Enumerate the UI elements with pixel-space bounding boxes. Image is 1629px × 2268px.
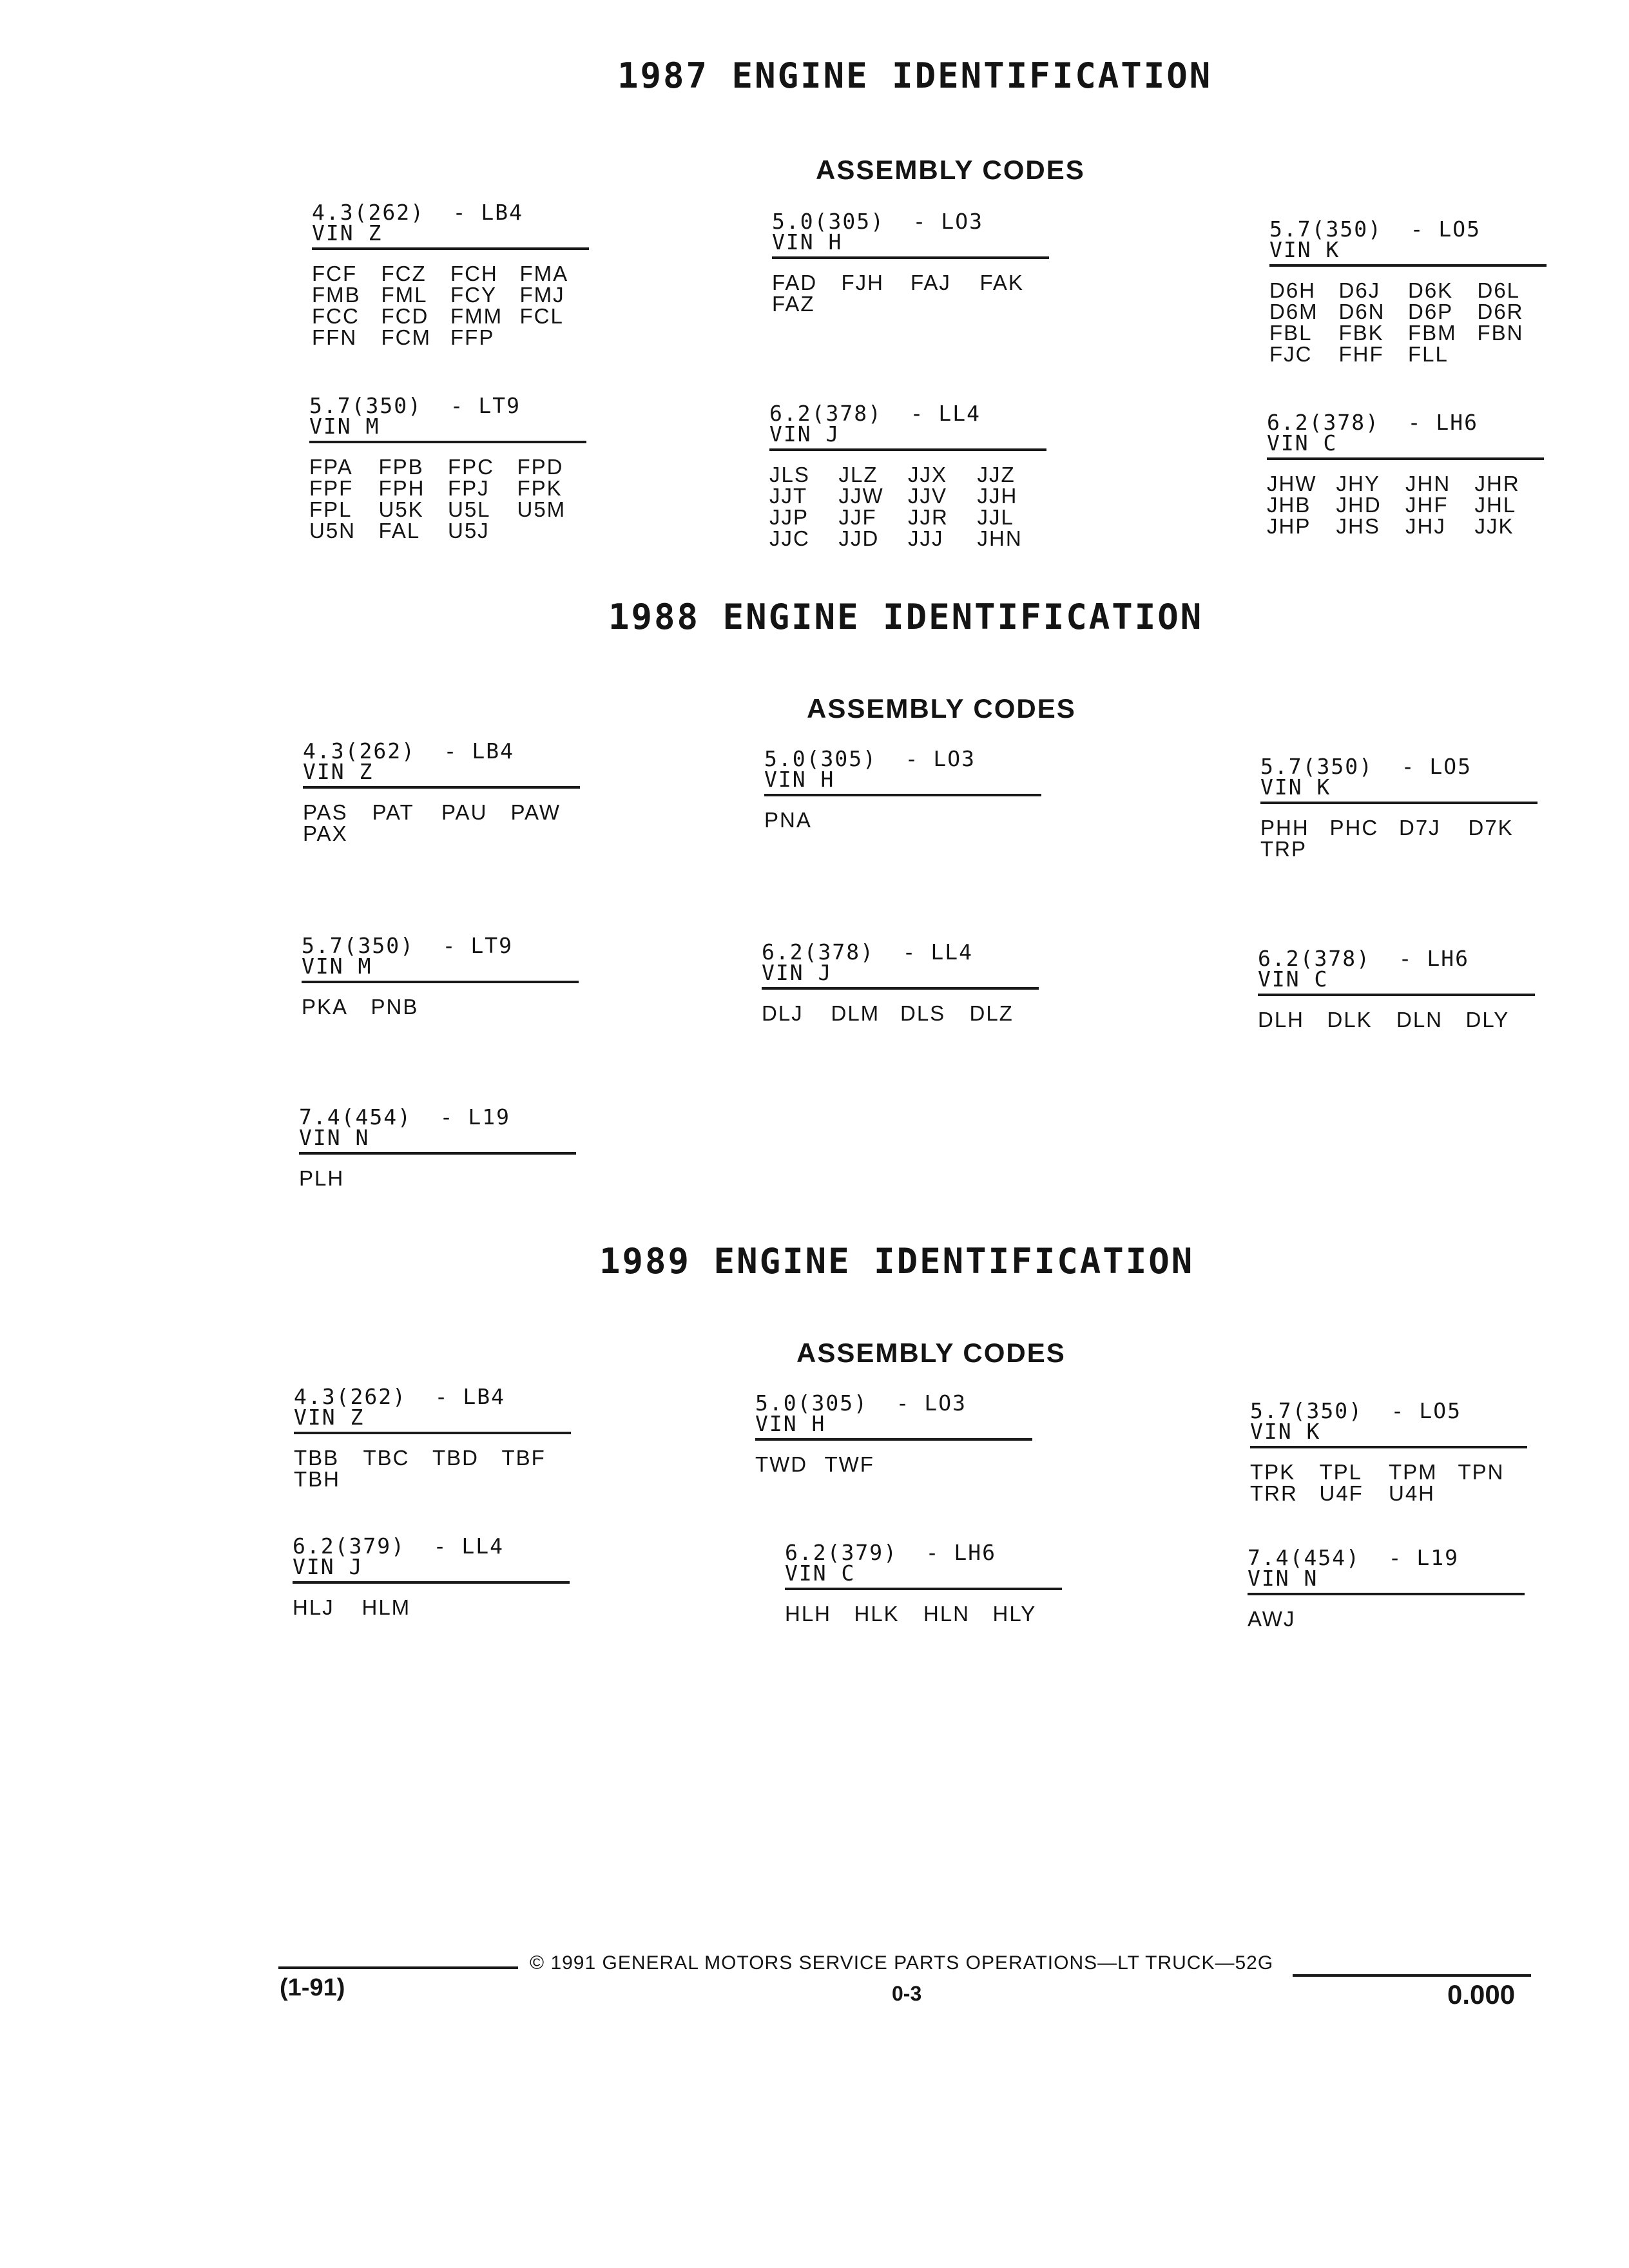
assembly-code: AWJ xyxy=(1248,1607,1296,1631)
engine-block-1987-lh6 xyxy=(1267,412,1544,537)
footer-rule-left xyxy=(278,1966,518,1969)
assembly-code: JHB xyxy=(1267,493,1311,517)
assembly-code: FBN xyxy=(1477,321,1524,345)
assembly-codes-heading-1987: ASSEMBLY CODES xyxy=(816,155,1085,185)
assembly-code: FPF xyxy=(309,476,354,500)
engine-block-1988-ll4 xyxy=(762,939,1039,1025)
assembly-codes-heading-1988: ASSEMBLY CODES xyxy=(807,693,1076,724)
engine-label: 5.0(305) - LO3 xyxy=(755,1390,967,1416)
assembly-code-list xyxy=(785,1603,1062,1624)
assembly-code: JLS xyxy=(769,463,810,486)
assembly-code: DLH xyxy=(1258,1008,1305,1032)
engine-block-1987-lb4 xyxy=(312,202,589,348)
engine-label: 6.2(379) - LL4 xyxy=(293,1533,505,1559)
assembly-code: PKA xyxy=(302,995,349,1019)
assembly-code: FAJ xyxy=(911,271,951,294)
assembly-code: JHP xyxy=(1267,514,1311,538)
assembly-code: D6K xyxy=(1408,278,1454,302)
vin-label: VIN Z xyxy=(303,762,580,789)
vin-label: VIN Z xyxy=(294,1407,571,1434)
engine-block-1989-l19 xyxy=(1248,1545,1525,1631)
engine-block-1989-lh6 xyxy=(785,1542,1062,1624)
assembly-code: PAX xyxy=(303,822,348,845)
assembly-code: DLY xyxy=(1465,1008,1510,1032)
vin-label: VIN J xyxy=(762,963,1039,990)
engine-block-1987-ll4 xyxy=(769,403,1046,549)
vin-label: VIN M xyxy=(302,956,579,983)
engine-label: 6.2(379) - LH6 xyxy=(785,1540,997,1565)
assembly-code: FPL xyxy=(309,497,352,521)
vin-label: VIN H xyxy=(764,769,1041,796)
assembly-code-list xyxy=(1269,280,1547,365)
assembly-code: JHF xyxy=(1405,493,1449,517)
assembly-code: JLZ xyxy=(838,463,878,486)
assembly-code: TPN xyxy=(1458,1460,1505,1484)
engine-label: 4.3(262) - LB4 xyxy=(312,200,524,225)
assembly-code: U5M xyxy=(517,497,566,521)
assembly-code: FMJ xyxy=(519,283,565,307)
assembly-code-list xyxy=(312,263,589,348)
vin-label: VIN Z xyxy=(312,223,589,250)
engine-label: 4.3(262) - LB4 xyxy=(303,738,515,764)
assembly-code: JJJ xyxy=(908,526,944,550)
assembly-code: FCZ xyxy=(381,262,427,285)
assembly-code: JJT xyxy=(769,484,808,508)
assembly-code: FPD xyxy=(517,455,564,479)
assembly-code: JHN xyxy=(977,526,1023,550)
engine-label: 6.2(378) - LL4 xyxy=(762,939,974,965)
assembly-code: DLK xyxy=(1327,1008,1373,1032)
assembly-code: TBH xyxy=(294,1467,340,1491)
assembly-code: JJP xyxy=(769,505,809,529)
assembly-code: U4F xyxy=(1319,1481,1364,1505)
vin-label: VIN J xyxy=(293,1557,570,1584)
assembly-code: U5N xyxy=(309,519,356,543)
assembly-code: JHL xyxy=(1474,493,1517,517)
assembly-code: FMB xyxy=(312,283,361,307)
footer-rule-right xyxy=(1293,1974,1531,1977)
assembly-code-list xyxy=(1267,473,1544,537)
assembly-code: D7J xyxy=(1399,816,1441,840)
vin-label: VIN H xyxy=(772,232,1049,259)
assembly-code: D6P xyxy=(1408,300,1454,323)
vin-label: VIN C xyxy=(1267,433,1544,460)
engine-block-1989-lo3 xyxy=(755,1390,1032,1476)
assembly-code: D7K xyxy=(1468,816,1514,840)
engine-label: 5.7(350) - LT9 xyxy=(302,933,514,958)
vin-label: VIN N xyxy=(1248,1568,1525,1595)
assembly-code: JJL xyxy=(977,505,1014,529)
assembly-code: JHS xyxy=(1336,514,1380,538)
engine-block-1988-lb4 xyxy=(303,738,580,845)
engine-block-1987-lo5 xyxy=(1269,216,1547,366)
assembly-code: TPK xyxy=(1250,1460,1296,1484)
assembly-code: TBF xyxy=(501,1446,546,1470)
assembly-code: FJH xyxy=(841,271,884,294)
assembly-code: JHY xyxy=(1336,472,1380,495)
assembly-code: HLY xyxy=(992,1602,1037,1626)
assembly-code: FAL xyxy=(378,519,421,543)
engine-label: 5.0(305) - LO3 xyxy=(772,209,984,234)
engine-block-1987-lo3 xyxy=(772,211,1049,314)
assembly-code: JJH xyxy=(977,484,1018,508)
engine-label: 5.7(350) - LO5 xyxy=(1250,1398,1462,1423)
assembly-code: DLZ xyxy=(969,1001,1014,1025)
assembly-code: FPK xyxy=(517,476,563,500)
assembly-code-list xyxy=(769,464,1046,549)
assembly-code: D6N xyxy=(1338,300,1385,323)
assembly-code: FBK xyxy=(1338,321,1384,345)
assembly-code: FCL xyxy=(519,304,564,328)
vin-label: VIN H xyxy=(755,1414,1032,1441)
assembly-code: PNA xyxy=(764,808,812,832)
assembly-code-list xyxy=(309,456,586,541)
assembly-code: HLH xyxy=(785,1602,832,1626)
assembly-code: D6L xyxy=(1477,278,1521,302)
engine-block-1989-lo5 xyxy=(1250,1398,1527,1505)
footer-revision: (1-91) xyxy=(280,1974,345,2001)
assembly-code: TPM xyxy=(1389,1460,1438,1484)
assembly-code: FPA xyxy=(309,455,353,479)
assembly-code: HLM xyxy=(361,1595,411,1619)
engine-block-1988-lh6 xyxy=(1258,948,1535,1030)
assembly-code: TPL xyxy=(1319,1460,1363,1484)
assembly-code-list xyxy=(1260,817,1537,860)
assembly-code-list xyxy=(772,272,1049,314)
assembly-code: JHW xyxy=(1267,472,1317,495)
engine-block-1988-lo3 xyxy=(764,746,1041,832)
assembly-code: FCD xyxy=(381,304,429,328)
vin-label: VIN N xyxy=(299,1128,576,1155)
engine-block-1988-lt9 xyxy=(302,933,579,1019)
assembly-code: TWF xyxy=(824,1452,874,1476)
assembly-code: PAT xyxy=(372,800,414,824)
assembly-code: JHJ xyxy=(1405,514,1446,538)
assembly-code: PNB xyxy=(371,995,419,1019)
engine-label: 5.7(350) - LO5 xyxy=(1260,754,1472,779)
assembly-code: U5J xyxy=(448,519,490,543)
vin-label: VIN K xyxy=(1250,1421,1527,1448)
assembly-code: FAD xyxy=(772,271,818,294)
engine-label: 5.0(305) - LO3 xyxy=(764,746,976,771)
assembly-code: TBB xyxy=(294,1446,340,1470)
assembly-code: JJC xyxy=(769,526,810,550)
assembly-code: D6M xyxy=(1269,300,1318,323)
assembly-code: D6H xyxy=(1269,278,1316,302)
assembly-code: JJR xyxy=(908,505,949,529)
engine-block-1988-lo5 xyxy=(1260,756,1537,860)
engine-label: 6.2(378) - LL4 xyxy=(769,401,981,426)
assembly-code: DLM xyxy=(831,1001,880,1025)
assembly-code: FBL xyxy=(1269,321,1313,345)
footer-page-number: 0-3 xyxy=(892,1982,922,2005)
assembly-code: JJW xyxy=(838,484,884,508)
footer-copyright: © 1991 GENERAL MOTORS SERVICE PARTS OPERATIONS—LT TRUCK—52G xyxy=(530,1952,1274,1974)
assembly-code: D6J xyxy=(1338,278,1381,302)
assembly-code: FFP xyxy=(450,325,495,349)
assembly-code: JHR xyxy=(1474,472,1520,495)
assembly-code: DLN xyxy=(1396,1008,1443,1032)
assembly-code: JJX xyxy=(908,463,948,486)
engine-block-1989-ll4 xyxy=(293,1533,570,1619)
assembly-code: FCY xyxy=(450,283,497,307)
assembly-code-list xyxy=(294,1447,571,1490)
assembly-code: DLJ xyxy=(762,1001,804,1025)
assembly-code: HLN xyxy=(923,1602,970,1626)
assembly-code: PAS xyxy=(303,800,348,824)
section-title-1987: 1987 ENGINE IDENTIFICATION xyxy=(617,55,1213,96)
assembly-code: DLS xyxy=(900,1001,946,1025)
assembly-code: FMM xyxy=(450,304,503,328)
assembly-code: FLL xyxy=(1408,342,1449,366)
engine-block-1988-l19 xyxy=(299,1104,576,1190)
assembly-code: JJF xyxy=(838,505,877,529)
assembly-code: FFN xyxy=(312,325,358,349)
assembly-code: FAZ xyxy=(772,292,815,316)
assembly-code: FCF xyxy=(312,262,358,285)
assembly-code: D6R xyxy=(1477,300,1524,323)
assembly-code: FPJ xyxy=(448,476,490,500)
engine-block-1987-lt9 xyxy=(309,393,586,543)
assembly-code-list xyxy=(1248,1608,1525,1629)
engine-label: 7.4(454) - L19 xyxy=(1248,1545,1460,1570)
assembly-code-list xyxy=(303,802,580,844)
assembly-code: U5L xyxy=(448,497,491,521)
assembly-code-list xyxy=(762,1003,1039,1024)
engine-label: 4.3(262) - LB4 xyxy=(294,1384,506,1409)
assembly-code: FCH xyxy=(450,262,498,285)
engine-label: 5.7(350) - LO5 xyxy=(1269,216,1481,242)
assembly-code-list xyxy=(302,996,579,1017)
assembly-code: FCC xyxy=(312,304,360,328)
assembly-code: TBC xyxy=(363,1446,410,1470)
vin-label: VIN M xyxy=(309,416,586,443)
assembly-code: JJZ xyxy=(977,463,1016,486)
assembly-code: FML xyxy=(381,283,428,307)
assembly-code-list xyxy=(299,1168,576,1189)
assembly-code-list xyxy=(293,1597,570,1618)
assembly-code: FPH xyxy=(378,476,425,500)
assembly-code: JHN xyxy=(1405,472,1451,495)
assembly-code: U5K xyxy=(378,497,424,521)
assembly-codes-heading-1989: ASSEMBLY CODES xyxy=(796,1338,1066,1368)
vin-label: VIN C xyxy=(785,1563,1062,1590)
assembly-code: FJC xyxy=(1269,342,1313,366)
assembly-code: HLK xyxy=(854,1602,900,1626)
assembly-code: PHH xyxy=(1260,816,1309,840)
assembly-code: HLJ xyxy=(293,1595,334,1619)
assembly-code: PHC xyxy=(1329,816,1379,840)
engine-label: 5.7(350) - LT9 xyxy=(309,393,521,418)
assembly-code: U4H xyxy=(1389,1481,1436,1505)
assembly-code: JJK xyxy=(1474,514,1514,538)
assembly-code-list xyxy=(764,809,1041,831)
vin-label: VIN K xyxy=(1260,777,1537,804)
assembly-code: FMA xyxy=(519,262,569,285)
assembly-code: JHD xyxy=(1336,493,1382,517)
assembly-code: PLH xyxy=(299,1166,345,1190)
assembly-code: TWD xyxy=(755,1452,808,1476)
assembly-code: PAW xyxy=(510,800,561,824)
assembly-code: JJD xyxy=(838,526,880,550)
assembly-code-list xyxy=(755,1454,1032,1475)
engine-block-1989-lb4 xyxy=(294,1384,571,1491)
vin-label: VIN C xyxy=(1258,969,1535,996)
vin-label: VIN J xyxy=(769,424,1046,451)
assembly-code: FPB xyxy=(378,455,424,479)
assembly-code-list xyxy=(1250,1461,1527,1504)
assembly-code: FCM xyxy=(381,325,431,349)
assembly-code: FAK xyxy=(979,271,1024,294)
section-title-1989: 1989 ENGINE IDENTIFICATION xyxy=(599,1241,1195,1282)
assembly-code: FHF xyxy=(1338,342,1384,366)
assembly-code: FBM xyxy=(1408,321,1457,345)
assembly-code: PAU xyxy=(441,800,488,824)
section-title-1988: 1988 ENGINE IDENTIFICATION xyxy=(608,597,1204,637)
vin-label: VIN K xyxy=(1269,240,1547,267)
footer-section-number: 0.000 xyxy=(1447,1979,1516,2010)
assembly-code: JJV xyxy=(908,484,948,508)
engine-label: 6.2(378) - LH6 xyxy=(1267,410,1479,435)
assembly-code-list xyxy=(1258,1009,1535,1030)
assembly-code: TRR xyxy=(1250,1481,1298,1505)
assembly-code: FPC xyxy=(448,455,494,479)
assembly-code: TBD xyxy=(432,1446,479,1470)
engine-label: 7.4(454) - L19 xyxy=(299,1104,511,1129)
assembly-code: TRP xyxy=(1260,837,1307,861)
engine-label: 6.2(378) - LH6 xyxy=(1258,946,1470,971)
